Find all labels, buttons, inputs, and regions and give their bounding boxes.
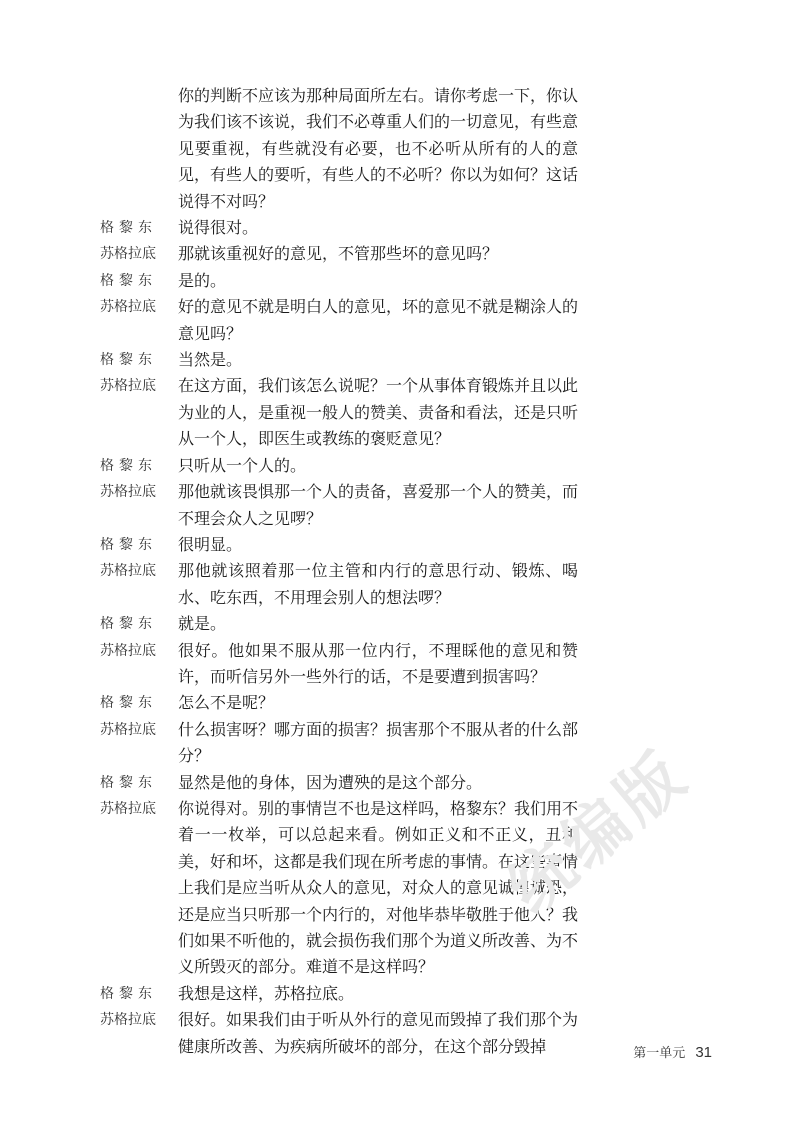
speaker-label: 格黎东	[100, 985, 157, 1002]
speaker-label: 苏格拉底	[100, 378, 156, 395]
dialogue-line	[100, 981, 580, 1007]
speech-text: 很明显。	[178, 534, 243, 554]
dialogue-line	[100, 453, 580, 479]
dialogue-line	[100, 1007, 580, 1060]
dialogue-text	[100, 83, 580, 1060]
speech-text: 只听从一个人的。	[178, 455, 307, 475]
dialogue-line	[100, 373, 580, 452]
dialogue-line	[100, 770, 580, 796]
speech-text: 显然是他的身体，因为遭殃的是这个部分。	[178, 772, 483, 792]
speech-text: 怎么不是呢？	[178, 693, 275, 713]
dialogue-line	[100, 638, 580, 691]
speech-text: 那他就该畏惧那一个人的责备，喜爱那一个人的赞美，而不理会众人之见啰？	[178, 482, 579, 528]
speaker-label: 苏格拉底	[100, 1012, 156, 1029]
dialogue-line	[100, 83, 580, 215]
dialogue-line	[100, 479, 580, 532]
speaker-label: 苏格拉底	[100, 800, 156, 817]
dialogue-line	[100, 611, 580, 637]
speech-text: 你的判断不应该为那种局面所左右。请你考虑一下，你认为我们该不该说，我们不必尊重人们的一切意见，有些意见要重视，有些就没有必要，也不必听从所有的人的意见，有些人的要听，有些人的不必听？你以为如何？这话说得不对吗？	[178, 86, 579, 211]
dialogue-line	[100, 241, 580, 267]
speech-text: 你说得对。别的事情岂不也是这样吗，格黎东？我们用不着一一枚举，可以总起来看。例如正义和不正义，丑和美，好和坏，这都是我们现在所考虑的事情。在这些事情上我们是应当听从众人的意见，对众人的意见诚惶诚恐，还是应当只听那一个内行的，对他毕恭毕敬胜于他人？我们如果不听他的，就会损伤我们那个为道义所改善、为不义所毁灭的部分。难道不是这样吗？	[178, 798, 579, 977]
dialogue-line	[100, 717, 580, 770]
speaker-label: 格黎东	[100, 352, 157, 369]
speaker-label: 格黎东	[100, 536, 157, 553]
speech-text: 说得很对。	[178, 218, 259, 238]
speaker-label: 格黎东	[100, 695, 157, 712]
speech-text: 那就该重视好的意见，不管那些坏的意见吗？	[178, 244, 499, 264]
dialogue-line	[100, 558, 580, 611]
speech-text: 好的意见不就是明白人的意见，坏的意见不就是糊涂人的意见吗？	[178, 297, 579, 343]
page-number: 31	[695, 1044, 712, 1061]
speaker-label: 苏格拉底	[100, 246, 156, 263]
speaker-label: 苏格拉底	[100, 721, 156, 738]
dialogue-line	[100, 268, 580, 294]
speech-text: 就是。	[178, 614, 227, 634]
speech-text: 是的。	[178, 270, 227, 290]
speech-text: 很好。他如果不服从那一位内行，不理睬他的意见和赞许，而听信另外一些外行的话，不是要遭到损害吗？	[178, 640, 578, 686]
dialogue-line	[100, 215, 580, 241]
speech-text: 当然是。	[178, 350, 243, 370]
dialogue-line	[100, 347, 580, 373]
edition-watermark: 统编版	[494, 736, 704, 929]
speech-text: 我想是这样，苏格拉底。	[178, 983, 355, 1003]
speech-text: 在这方面，我们该怎么说呢？一个从事体育锻炼并且以此为业的人，是重视一般人的赞美、责备和看法，还是只听从一个人，即医生或教练的褒贬意见？	[178, 376, 579, 449]
dialogue-line	[100, 532, 580, 558]
speech-text: 什么损害呀？哪方面的损害？损害那个不服从者的什么部分？	[178, 719, 579, 766]
speaker-label: 格黎东	[100, 457, 157, 474]
speaker-label: 苏格拉底	[100, 642, 156, 659]
dialogue-line	[100, 294, 580, 347]
speaker-label: 格黎东	[100, 774, 157, 791]
speaker-label: 格黎东	[100, 220, 157, 237]
speaker-label: 格黎东	[100, 616, 157, 633]
speaker-label: 格黎东	[100, 272, 157, 289]
speech-text: 那他就该照着那一位主管和内行的意思行动、锻炼、喝水、吃东西，不用理会别人的想法啰？	[178, 561, 578, 607]
speech-text: 很好。如果我们由于听从外行的意见而毁掉了我们那个为健康所改善、为疾病所破坏的部分，在这个部分毁掉	[178, 1010, 579, 1056]
unit-label: 第一单元	[633, 1046, 686, 1061]
speaker-label: 苏格拉底	[100, 299, 156, 316]
speaker-label: 苏格拉底	[100, 563, 156, 580]
speaker-label: 苏格拉底	[100, 484, 156, 501]
dialogue-line	[100, 690, 580, 716]
page-footer	[633, 1042, 712, 1061]
